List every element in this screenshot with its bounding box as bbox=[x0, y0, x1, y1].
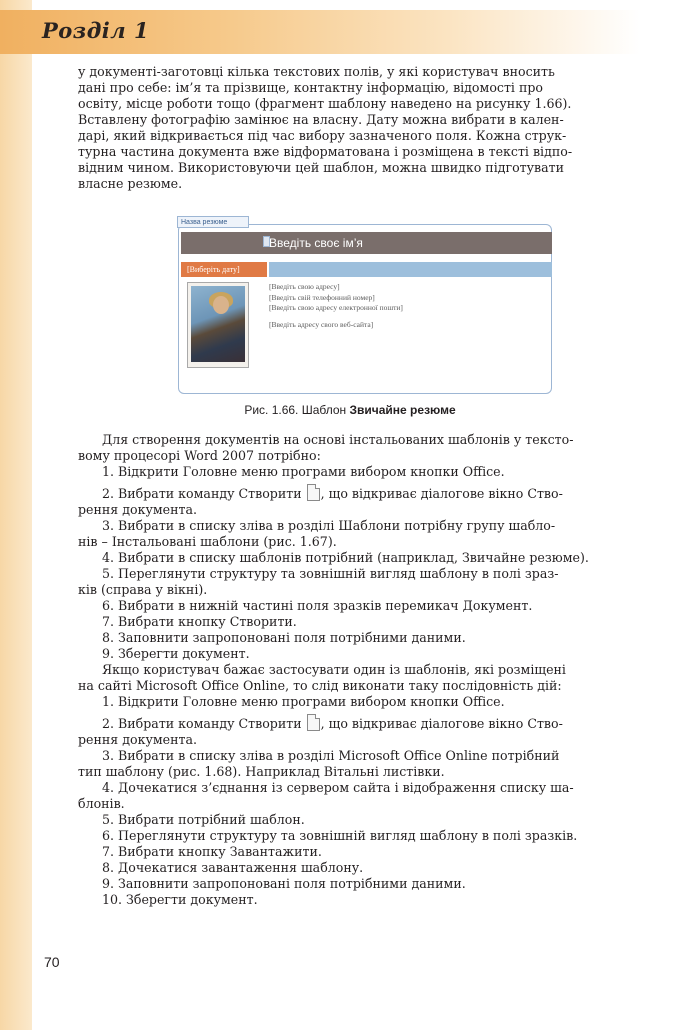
website-field: [Введіть адресу свого веб-сайта] bbox=[269, 319, 374, 329]
installed-templates-section bbox=[78, 432, 644, 908]
resume-template-figure bbox=[173, 214, 557, 396]
text-line: рення документа. bbox=[78, 502, 197, 517]
list-item bbox=[78, 484, 644, 502]
list-item: 9. Зберегти документ. bbox=[102, 646, 250, 661]
list-item bbox=[78, 714, 644, 732]
side-band bbox=[0, 0, 32, 1030]
page-number: 70 bbox=[44, 954, 60, 970]
list-item: 9. Заповнити запропоновані поля потрібними даними. bbox=[102, 876, 466, 891]
step-text: , що відкриває діалогове вікно Ство- bbox=[320, 716, 563, 731]
text-line: нів – Інстальовані шаблони (рис. 1.67). bbox=[78, 534, 337, 549]
text-line: відним чином. Використовуючи цей шаблон, можна швидко підготувати bbox=[78, 160, 564, 175]
text-line: вому процесорі Word 2007 потрібно: bbox=[78, 448, 321, 463]
list-item: 5. Вибрати потрібний шаблон. bbox=[102, 812, 305, 827]
list-item: 10. Зберегти документ. bbox=[102, 892, 258, 907]
text-line: рення документа. bbox=[78, 732, 197, 747]
text-line: у документі-заготовці кілька текстових полів, у які користувач вносить bbox=[78, 64, 555, 79]
list-item: 8. Дочекатися завантаження шаблону. bbox=[102, 860, 364, 875]
list-item: 1. Відкрити Головне меню програми вибором кнопки Office. bbox=[102, 464, 505, 479]
text-line: дарі, який відкривається під час вибору зазначеного поля. Кожна струк- bbox=[78, 128, 567, 143]
text-line: ків (справа у вікні). bbox=[78, 582, 208, 597]
list-item: 4. Вибрати в списку шаблонів потрібний (наприклад, Звичайне резюме). bbox=[102, 550, 589, 565]
intro-paragraph bbox=[78, 64, 644, 192]
list-item: 6. Вибрати в нижній частині поля зразків перемикач Документ. bbox=[102, 598, 533, 613]
photo-image bbox=[191, 286, 245, 362]
text-line: тип шаблону (рис. 1.68). Наприклад Вітальні листівки. bbox=[78, 764, 445, 779]
blue-bar bbox=[269, 262, 552, 277]
list-item: 5. Переглянути структуру та зовнішній вигляд шаблону в полі зраз- bbox=[102, 566, 559, 581]
list-item: 3. Вибрати в списку зліва в розділі Microsoft Office Online потрібний bbox=[102, 748, 560, 763]
text-line: Для створення документів на основі інстальованих шаблонів у тексто- bbox=[102, 432, 574, 447]
name-placeholder: Введіть своє ім’я bbox=[269, 236, 363, 250]
name-bar bbox=[181, 232, 552, 254]
new-document-icon bbox=[307, 714, 320, 731]
list-item: 8. Заповнити запропоновані поля потрібними даними. bbox=[102, 630, 466, 645]
list-item: 4. Дочекатися з’єднання із сервером сайта і відображення списку ша- bbox=[102, 780, 574, 795]
caption-prefix: Рис. 1.66. Шаблон bbox=[244, 403, 350, 417]
caption-bold: Звичайне резюме bbox=[349, 403, 456, 417]
step-text: , що відкриває діалогове вікно Ство- bbox=[320, 486, 563, 501]
resume-title-tab: Назва резюме bbox=[177, 216, 249, 228]
text-line: Якщо користувач бажає застосувати один із шаблонів, які розміщені bbox=[102, 662, 566, 677]
text-line: власне резюме. bbox=[78, 176, 183, 191]
address-field: [Введіть свою адресу] bbox=[269, 282, 340, 291]
text-line: дані про себе: ім’я та прізвище, контактну інформацію, відомості про bbox=[78, 80, 543, 95]
new-document-icon bbox=[307, 484, 320, 501]
step-text: 2. Вибрати команду Створити bbox=[102, 716, 306, 731]
email-field: [Введіть свою адресу електронної пошти] bbox=[269, 303, 403, 312]
list-item: 6. Переглянути структуру та зовнішній вигляд шаблону в полі зразків. bbox=[102, 828, 578, 843]
photo-face bbox=[213, 296, 229, 314]
text-line: турна частина документа вже відформатована і розміщена в тексті відпо- bbox=[78, 144, 573, 159]
list-item: 7. Вибрати кнопку Створити. bbox=[102, 614, 297, 629]
section-title: Розділ 1 bbox=[42, 18, 150, 43]
contact-fields bbox=[269, 282, 403, 330]
phone-field: [Введіть свій телефонний номер] bbox=[269, 292, 375, 302]
list-item: 3. Вибрати в списку зліва в розділі Шаблони потрібну групу шабло- bbox=[102, 518, 556, 533]
photo-frame bbox=[187, 282, 249, 368]
text-line: блонів. bbox=[78, 796, 125, 811]
list-item: 1. Відкрити Головне меню програми вибором кнопки Office. bbox=[102, 694, 505, 709]
list-item: 7. Вибрати кнопку Завантажити. bbox=[102, 844, 322, 859]
figure-caption bbox=[0, 403, 700, 417]
text-line: освіту, місце роботи тощо (фрагмент шаблону наведено на рисунку 1.66). bbox=[78, 96, 572, 111]
text-line: Вставлену фотографію замінює на власну. Дату можна вибрати в кален- bbox=[78, 112, 564, 127]
step-text: 2. Вибрати команду Створити bbox=[102, 486, 306, 501]
date-placeholder: [Виберіть дату] bbox=[181, 262, 267, 277]
text-line: на сайті Microsoft Office Online, то слід виконати таку послідовність дій: bbox=[78, 678, 562, 693]
